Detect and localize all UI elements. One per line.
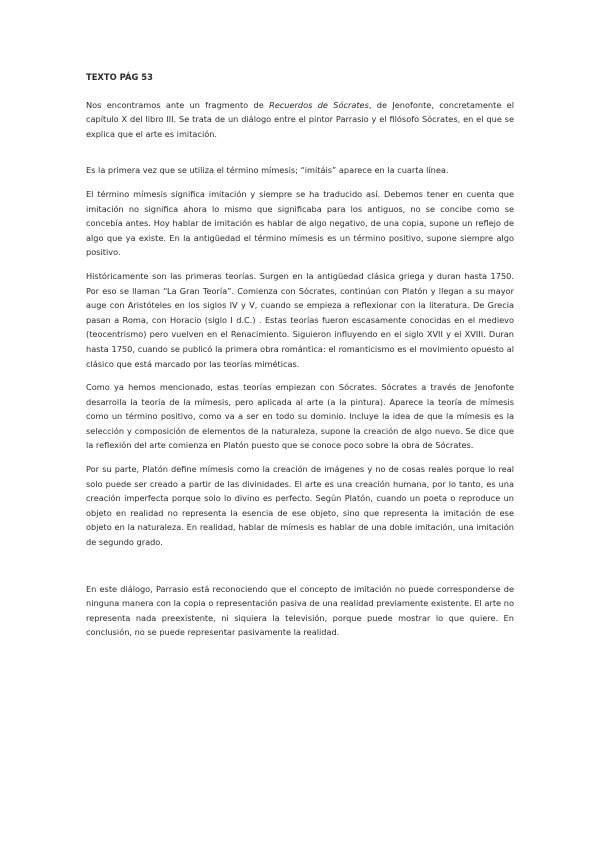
paragraph-mimesis-meaning: El término mímesis significa imitación y siempre se ha traducido así. Debemos tener en cuenta que imitación no significa ahora lo mismo que significaba para los antiguos, no se concibe como se concebía antes. Hoy hablar de imitación es hablar de algo negativo, de una copia, supone un reflejo de algo que ya existe. En la antigüedad el término mímesis es un término positivo, supone siempre algo positivo. bbox=[86, 188, 514, 258]
paragraph-conclusion: En este diálogo, Parrasio está reconociendo que el concepto de imitación no puede corresponderse de ninguna manera con la copia o representación pasiva de una realidad previamente existente. El arte no representa nada preexistente, ni siquiera la televisión, porque puede mostrar lo que quiere. En conclusión, no se puede representar pasivamente la realidad. bbox=[86, 583, 514, 638]
intro-text-before: Nos encontramos ante un fragmento de bbox=[86, 99, 270, 110]
intro-text-after: , de Jenofonte, concretamente el capítulo X del libro III. Se trata de un diálogo entre el pintor Parrasio y el filósofo Sócrates, en el que se explica que el arte es imitación. bbox=[86, 99, 514, 139]
intro-paragraph bbox=[86, 98, 514, 142]
paragraph-plato: Por su parte, Platón define mímesis como la creación de imágenes y no de cosas reales porque lo real solo puede ser creado a partir de las divinidades. El arte es una creación humana, por lo tanto, es una creación imperfecta porque solo lo divino es perfecto. Según Platón, cuando un poeta o reproduce un objeto en realidad no representa la esencia de ese objeto, sino que representa la imitación de ese objeto en la naturaleza. En realidad, hablar de mímesis es hablar de una doble imitación, una imitación de segundo grado. bbox=[86, 464, 514, 548]
page-heading: TEXTO PÁG 53 bbox=[86, 72, 153, 82]
paragraph-mimesis-first-use: Es la primera vez que se utiliza el término mímesis; “imitáis” aparece en la cuarta línea. bbox=[86, 165, 449, 176]
document-body bbox=[86, 70, 514, 649]
paragraph-socrates: Como ya hemos mencionado, estas teorías empiezan con Sócrates. Sócrates a través de Jenofonte desarrolla la teoría de la mímesis, pero aplicada al arte (a la pintura). Aparece la teoría de mímesis como un término positivo, como va a ser en todo su dominio. Incluye la idea de que la mímesis es la selección y composición de elementos de la naturaleza, supone la creación de algo nuevo. Se dice que la reflexión del arte comienza en Platón puesto que se conoce poco sobre la obra de Sócrates. bbox=[86, 382, 514, 451]
paragraph-history: Históricamente son las primeras teorías. Surgen en la antigüedad clásica griega y duran hasta 1750. Por eso se llaman “La Gran Teoría”. Comienza con Sócrates, continúan con Platón y llegan a su mayor auge con Aristóteles en los siglos IV y V, cuando se empieza a reflexionar con la literatura. De Grecia pasan a Roma, con Horacio (siglo I d.C.) . Estas teorías fueron escasamente conocidas en el medievo (teocentrismo) pero vuelven en el Renacimiento. Siguieron influyendo en el siglo XVII y el XVIII. Duran hasta 1750, cuando se publicó la primera obra romántica: el romanticismo es el movimiento opuesto al clásico que está marcado por las teorías miméticas. bbox=[86, 270, 514, 369]
work-title: Recuerdos de Sócrates bbox=[269, 99, 369, 110]
